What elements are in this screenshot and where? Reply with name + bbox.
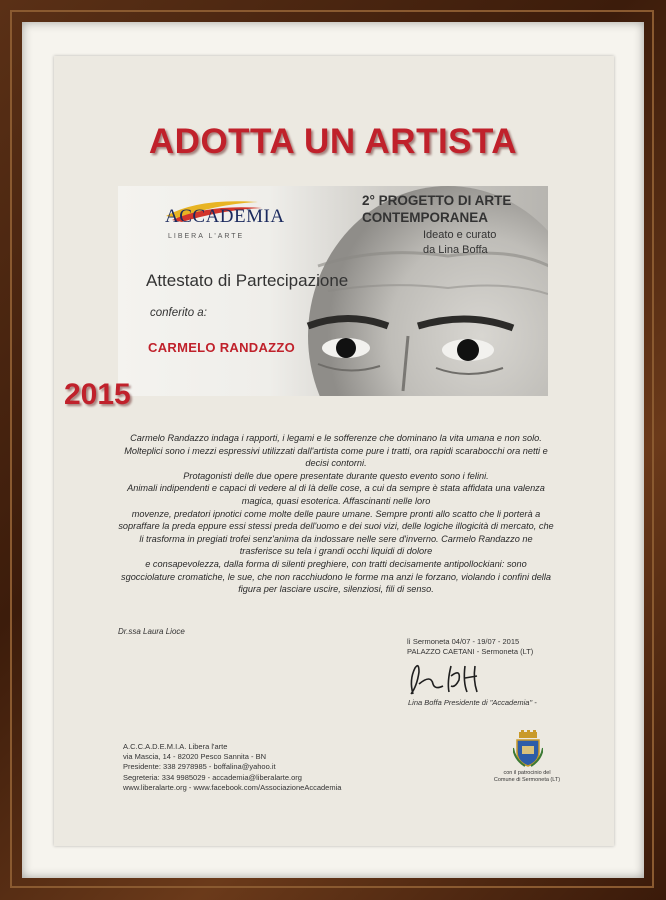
contact-org: A.C.C.A.D.E.M.I.A. Libera l'arte: [123, 742, 228, 751]
coat-of-arms-icon: [513, 730, 543, 768]
body-paragraph: movenze, predatori ipnotici come molte delle paure umane. Sempre pronti allo scatto che li porterà a sopraffare la preda eppure essi stessi preda dell'uomo e dei suoi vizi, delle logiche illogicità di mercato, che li trasforma in pregiati trofei senz'anima da indossare nelle sere d'inverno. Carmelo Randazzo ne trasferisce su tela i grandi occhi liquidi di dolore: [118, 508, 554, 557]
place-line2: PALAZZO CAETANI - Sermoneta (LT): [407, 647, 534, 656]
critic-name: Dr.ssa Laura Lioce: [118, 627, 185, 636]
contact-secretary: Segreteria: 334 9985029 - accademia@liberalarte.org: [123, 772, 302, 782]
contact-address: via Mascia, 14 - 82020 Pesco Sannita - BN: [123, 752, 266, 762]
recipient-name: CARMELO RANDAZZO: [148, 340, 296, 355]
project-title: [362, 192, 542, 226]
curated-line1: Ideato e curato: [423, 229, 497, 241]
contact-president: Presidente: 338 2978985 - boffalina@yahoo.it: [123, 762, 276, 772]
curated-line2: da Lina Boffa: [423, 244, 488, 256]
patronage-note: [487, 770, 567, 784]
conferred-label: conferito a:: [150, 307, 207, 319]
place-line1: lì Sermoneta 04/07 - 19/07 - 2015: [407, 637, 520, 646]
body-paragraph: Carmelo Randazzo indaga i rapporti, i legami e le sofferenze che dominano la vita umana e non solo. Molteplici sono i mezzi espressivi utilizzati dall'artista come pure i tratti, ora rapidi scarabocchi ora netti e decisi contorni.: [124, 433, 548, 469]
body-text: [117, 432, 555, 596]
body-paragraph: Protagonisti delle due opere presentate durante questo evento sono i felini.: [183, 470, 489, 481]
certificate-heading: Attestato di Partecipazione: [146, 271, 349, 290]
contact-web: www.liberalarte.org - www.facebook.com/AssociazioneAccademia: [123, 782, 342, 792]
body-paragraph: Animali indipendenti e capaci di vedere al di là delle cose, a cui da sempre è stata affidata una valenza magica, quasi esoterica. Affascinanti nelle loro: [127, 483, 545, 506]
signer-title: Lina Boffa Presidente di "Accademia" -: [408, 698, 537, 707]
logo-tagline: LIBERA L'ARTE: [168, 233, 245, 240]
logo-name: ACCADEMIA: [165, 206, 285, 227]
patronage-line1: con il patrocinio del: [503, 770, 551, 776]
place-date: [407, 637, 533, 657]
project-title-line1: 2° PROGETTO DI ARTE: [362, 193, 512, 208]
certificate-title: ADOTTA UN ARTISTA: [148, 122, 518, 161]
project-title-line2: CONTEMPORANEA: [362, 210, 489, 225]
patronage-line2: Comune di Sermoneta (LT): [493, 777, 561, 783]
project-curator: [423, 228, 496, 258]
body-paragraph: e consapevolezza, dalla forma di silenti preghiere, con tratti decisamente antipollockiani: sono sgocciolature cromatiche, le sue, che non racchiudono le forme ma anzi le forzano, violando i confini della figura per lasciare uscire, silenziosi, fili di senso.: [120, 558, 551, 595]
year: 2015: [64, 378, 131, 411]
contacts-block: [123, 742, 341, 793]
signature-icon: [405, 660, 495, 700]
